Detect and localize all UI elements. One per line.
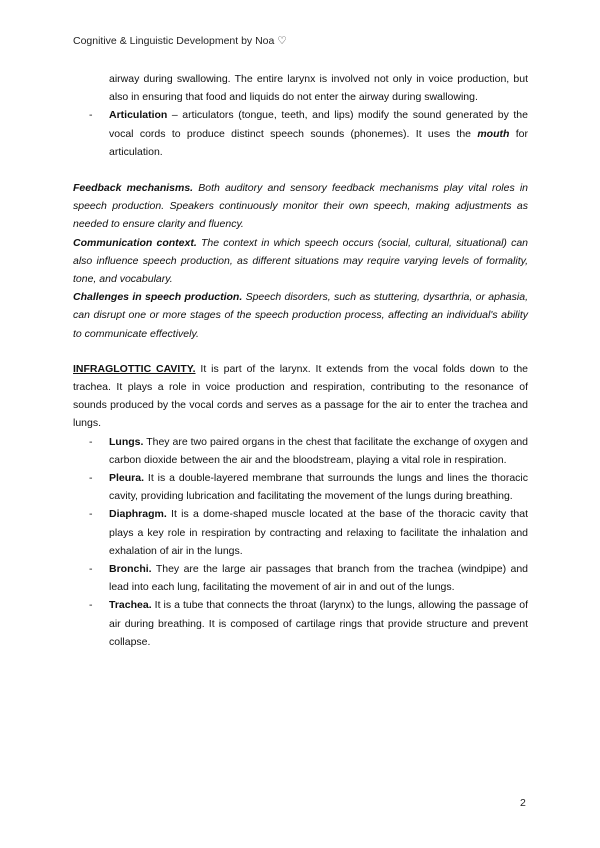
term-lungs: Lungs. [109, 435, 144, 448]
term-feedback: Feedback mechanisms. [73, 182, 194, 195]
challenges-text: Speech disorders, such as stuttering, dysarthria, or aphasia, can disrupt one or more stages of the speech production process, affecting an individual's ability to communicate effectively. [73, 291, 528, 340]
bullet-dash: - [89, 508, 93, 521]
challenges-paragraph [73, 288, 528, 343]
document-body [73, 70, 528, 651]
term-diaphragm: Diaphragm. [109, 508, 167, 521]
infraglottic-text: It is part of the larynx. It extends from the vocal folds down to the trachea. It plays a role in voice production and respiration, contributing to the resonance of sounds produced by the vocal cords and serves as a passage for the air to enter the trachea and lungs. [73, 362, 528, 430]
term-context: Communication context. [73, 236, 197, 249]
term-challenges: Challenges in speech production. [73, 291, 243, 304]
term-pleura: Pleura. [109, 472, 145, 485]
term-articulation: Articulation [109, 109, 168, 122]
bullet-trachea [73, 596, 528, 651]
term-bronchi: Bronchi. [109, 563, 152, 576]
trachea-text: It is a tube that connects the throat (larynx) to the lungs, allowing the passage of air during breathing. It is composed of cartilage rings that provide structure and prevent collapse. [109, 599, 528, 648]
page-header: Cognitive & Linguistic Development by Noa ♡ [73, 35, 287, 47]
articulation-text-before: – articulators (tongue, teeth, and lips) modify the sound generated by the vocal cords to produce distinct speech sounds (phonemes). It uses the [109, 109, 528, 140]
context-text: The context in which speech occurs (social, cultural, situational) can also influence speech production, as different situations may require varying levels of formality, tone, and vocabulary. [73, 236, 529, 286]
continuation-paragraph: airway during swallowing. The entire larynx is involved not only in voice production, but also in ensuring that food and liquids do not enter the airway during swallowing. [109, 73, 528, 104]
feedback-text: Both auditory and sensory feedback mechanisms play vital roles in speech production. Speakers continuously monitor their own speech, making adjustments as needed to ensure clarity and fluency. [73, 182, 529, 231]
bullet-bronchi [73, 560, 528, 596]
bullet-dash: - [89, 599, 93, 612]
lungs-text: They are two paired organs in the chest that facilitate the exchange of oxygen and carbon dioxide between the air and the bloodstream, playing a vital role in respiration. [109, 435, 528, 466]
articulation-text-after: for articulation. [109, 127, 528, 158]
bronchi-text: They are the large air passages that branch from the trachea (windpipe) and lead into each lung, facilitating the movement of air in and out of the lungs. [109, 563, 528, 594]
bullet-pleura [73, 469, 528, 505]
term-trachea: Trachea. [109, 599, 152, 612]
bullet-dash: - [89, 563, 93, 576]
context-paragraph [73, 234, 528, 289]
feedback-paragraph [73, 179, 528, 234]
bullet-articulation [73, 106, 528, 161]
emphasis-mouth: mouth [477, 127, 510, 140]
infraglottic-paragraph [73, 360, 528, 433]
page-number: 2 [520, 797, 526, 809]
bullet-diaphragm [73, 505, 528, 560]
infraglottic-heading: INFRAGLOTTIC CAVITY. [73, 362, 196, 375]
diaphragm-text: It is a dome-shaped muscle located at the base of the thoracic cavity that plays a key role in respiration by contracting and relaxing to facilitate the inhalation and exhalation of air in the lungs. [109, 508, 528, 557]
bullet-dash: - [89, 472, 93, 485]
pleura-text: It is a double-layered membrane that surrounds the lungs and lines the thoracic cavity, providing lubrication and facilitating the movement of the lungs during breathing. [109, 472, 528, 503]
bullet-lungs [73, 433, 528, 469]
bullet-dash: - [89, 109, 93, 122]
bullet-dash: - [89, 435, 93, 448]
